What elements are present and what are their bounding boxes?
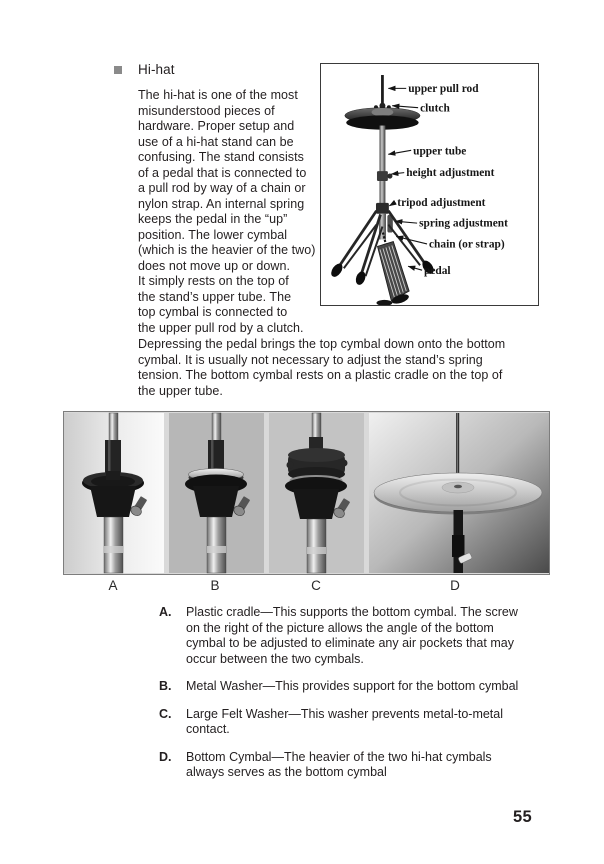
- hi-hat-parts-photos: [64, 412, 549, 574]
- figure-label-pedal: pedal: [424, 265, 451, 278]
- hi-hat-stand-illustration: [321, 64, 538, 305]
- paragraph-line: Depressing the pedal brings the top cymbal down onto the bottom: [138, 337, 506, 351]
- paragraph-line: a pull rod by way of a chain or: [138, 181, 306, 195]
- paragraph-line: does not move up or down.: [138, 258, 291, 273]
- paragraph-line: nylon strap. An internal spring: [138, 196, 305, 211]
- list-item-letter: D.: [159, 749, 172, 764]
- list-item-letter: A.: [159, 605, 172, 619]
- photo-d-bottom-cymbal: [369, 413, 549, 573]
- paragraph-line: cymbal. It is usually not necessary to adjust the stand’s spring: [138, 352, 483, 367]
- list-item-text: Bottom Cymbal—The heavier of the two hi-hat cymbals always serves as the bottom cymbal: [186, 749, 492, 779]
- parts-list: [159, 605, 539, 793]
- paragraph-line: keeps the pedal in the “up”: [138, 212, 288, 226]
- photo-label-d: D: [450, 578, 460, 593]
- figure-label-upper-pull-rod: upper pull rod: [408, 82, 479, 95]
- list-item: [159, 605, 539, 667]
- paragraph-line: the upper pull rod by a clutch.: [138, 320, 304, 335]
- list-item-letter: B.: [159, 679, 172, 693]
- list-item: [159, 679, 539, 695]
- photo-c-felt-washer: [269, 413, 364, 573]
- list-item-text: Plastic cradle—This supports the bottom cymbal. The screw on the right of the picture allows the angle of the bottom cymbal to be adjusted to eliminate any air pockets that may occur between the two cymbals.: [186, 605, 518, 666]
- photo-label-a: A: [108, 578, 118, 593]
- figure-label-height-adjustment: height adjustment: [406, 167, 495, 180]
- figure-label-upper-tube: upper tube: [413, 145, 467, 158]
- paragraph-line: hardware. Proper setup and: [138, 119, 295, 133]
- section-header: [114, 62, 175, 77]
- photo-a-plastic-cradle: [64, 413, 164, 573]
- list-item: [159, 707, 539, 738]
- photo-label-b: B: [210, 578, 220, 593]
- paragraph-line: The hi-hat is one of the most: [138, 88, 298, 102]
- list-item-text: Metal Washer—This provides support for the bottom cymbal: [186, 679, 519, 693]
- list-item-letter: C.: [159, 706, 172, 721]
- square-bullet-icon: [114, 66, 122, 74]
- photo-strip: [63, 411, 550, 575]
- paragraph-line: misunderstood pieces of: [138, 103, 275, 118]
- photo-label-c: C: [311, 578, 321, 593]
- hi-hat-diagram-figure: [320, 63, 539, 306]
- paragraph-line: (which is the heavier of the two): [138, 243, 316, 257]
- paragraph-line: It simply rests on the top of: [138, 274, 289, 288]
- list-item: [159, 750, 539, 781]
- paragraph-line: tension. The bottom cymbal rests on a plastic cradle on the top of: [138, 368, 503, 382]
- intro-paragraph-narrow: [138, 88, 315, 336]
- figure-label-spring-adjustment: spring adjustment: [419, 217, 508, 230]
- paragraph-line: use of a hi-hat stand can be: [138, 134, 294, 149]
- paragraph-line: of a pedal that is connected to: [138, 165, 307, 180]
- photo-b-metal-washer: [169, 413, 264, 573]
- list-item-text: Large Felt Washer—This washer prevents metal-to-metal contact.: [186, 706, 504, 736]
- figure-label-chain-or-strap: chain (or strap): [429, 238, 505, 251]
- paragraph-line: top cymbal is connected to: [138, 305, 288, 319]
- section-title: Hi-hat: [138, 62, 175, 77]
- paragraph-line: position. The lower cymbal: [138, 227, 288, 242]
- figure-label-tripod-adjustment: tripod adjustment: [397, 196, 486, 209]
- paragraph-line: the upper tube.: [138, 383, 223, 398]
- figure-label-clutch: clutch: [420, 102, 450, 115]
- page-number: 55: [513, 808, 532, 826]
- paragraph-line: confusing. The stand consists: [138, 150, 304, 164]
- paragraph-line: the stand’s upper tube. The: [138, 289, 292, 304]
- intro-paragraph-wide: [138, 337, 505, 399]
